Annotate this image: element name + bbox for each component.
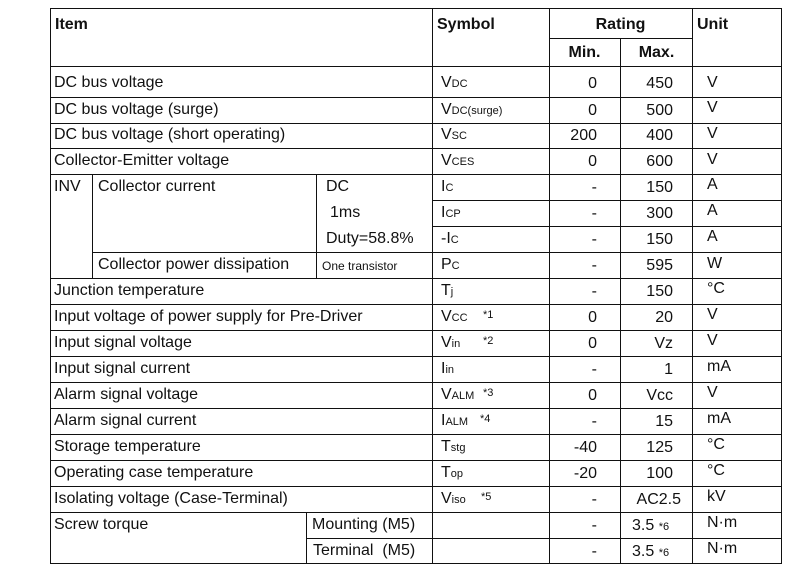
header-bottom-line	[50, 66, 782, 67]
symbol: VDC	[441, 74, 468, 91]
symbol: Iin	[441, 360, 455, 377]
row-line	[50, 123, 782, 124]
max-value: 3.5 *6	[632, 517, 670, 534]
header-symbol: Symbol	[437, 16, 495, 33]
item-label: DC bus voltage	[54, 74, 164, 91]
min-value: -	[591, 543, 597, 560]
max-value: 595	[646, 257, 673, 274]
symbol: VCES	[441, 152, 475, 169]
symbol: VDC(surge)	[441, 101, 503, 118]
row-line	[432, 200, 782, 201]
row-line	[92, 252, 782, 253]
item-label: Collector-Emitter voltage	[54, 152, 230, 169]
header-min: Min.	[568, 44, 601, 61]
min-value: -	[591, 205, 597, 222]
table-border-top	[50, 8, 782, 9]
max-value: 450	[646, 75, 673, 92]
header-item: Item	[55, 16, 88, 33]
unit-value: mA	[707, 410, 731, 427]
item-label: Alarm signal current	[54, 412, 197, 429]
max-value: 150	[646, 283, 673, 300]
item-label: DC bus voltage (surge)	[54, 101, 219, 118]
item-label: Input signal current	[54, 360, 191, 377]
row-line	[50, 434, 782, 435]
item-label: Operating case temperature	[54, 464, 254, 481]
min-value: -	[591, 179, 597, 196]
unit-value: V	[707, 125, 718, 142]
item-label: Storage temperature	[54, 438, 201, 455]
unit-value: mA	[707, 358, 731, 375]
unit-value: V	[707, 151, 718, 168]
max-value: 125	[646, 439, 673, 456]
screw-condition-line	[306, 512, 307, 564]
inv-group-label: INV	[54, 178, 81, 195]
table-border-left	[50, 8, 51, 564]
max-value: 300	[646, 205, 673, 222]
row-line	[50, 512, 782, 513]
min-value: -	[591, 257, 597, 274]
row-line	[50, 382, 782, 383]
max-value: Vcc	[646, 387, 673, 404]
min-value: 0	[588, 309, 597, 326]
unit-value: N·m	[707, 540, 738, 557]
row-line	[306, 538, 782, 539]
symbol: Top	[441, 464, 464, 481]
header-rating: Rating	[595, 16, 646, 33]
max-value: 3.5 *6	[632, 543, 670, 560]
row-line	[50, 356, 782, 357]
table-border-bottom	[50, 563, 782, 564]
unit-value: N·m	[707, 514, 738, 531]
min-value: -20	[573, 465, 597, 482]
symbol: Tstg	[441, 438, 466, 455]
unit-value: V	[707, 99, 718, 116]
condition-label: One transistor	[322, 259, 398, 273]
row-line	[50, 174, 782, 175]
max-value: AC2.5	[636, 491, 681, 508]
unit-value: °C	[707, 436, 725, 453]
symbol: IC	[441, 178, 454, 195]
max-value: 150	[646, 179, 673, 196]
min-value: 0	[588, 387, 597, 404]
unit-value: V	[707, 384, 718, 401]
min-value: -	[591, 517, 597, 534]
row-line	[50, 486, 782, 487]
footnote-ref: *2	[483, 335, 494, 347]
item-label: Junction temperature	[54, 282, 205, 299]
row-line	[50, 408, 782, 409]
max-value: Vz	[654, 335, 673, 352]
unit-value: W	[707, 255, 723, 272]
symbol: PC	[441, 256, 460, 273]
item-label: Collector current	[98, 178, 216, 195]
min-value: 0	[588, 102, 597, 119]
min-value: -	[591, 413, 597, 430]
symbol: VALM	[441, 386, 475, 403]
row-line	[432, 226, 782, 227]
item-label: Alarm signal voltage	[54, 386, 199, 403]
item-label: Input voltage of power supply for Pre-Driver	[54, 308, 363, 325]
footnote-ref: *4	[480, 413, 491, 425]
footnote-ref: *3	[483, 387, 494, 399]
min-value: -	[591, 231, 597, 248]
max-value: 1	[664, 361, 673, 378]
unit-value: °C	[707, 280, 725, 297]
unit-value: V	[707, 332, 718, 349]
min-value: 0	[588, 75, 597, 92]
symbol: ICP	[441, 204, 461, 221]
min-value: 0	[588, 153, 597, 170]
max-value: 600	[646, 153, 673, 170]
min-value: -	[591, 283, 597, 300]
symbol: Viso	[441, 490, 466, 507]
symbol: Vin	[441, 334, 461, 351]
inv-group-divider	[92, 174, 93, 278]
header-max: Max.	[638, 44, 675, 61]
max-value: 500	[646, 102, 673, 119]
unit-column-line	[692, 8, 693, 564]
footnote-ref: *5	[481, 491, 492, 503]
symbol: VCC	[441, 308, 468, 325]
item-label: Isolating voltage (Case-Terminal)	[54, 490, 288, 507]
symbol-column-line	[432, 8, 433, 564]
item-label: Collector power dissipation	[98, 256, 290, 273]
symbol: Tj	[441, 282, 454, 299]
unit-value: A	[707, 228, 718, 245]
unit-value: V	[707, 74, 718, 91]
unit-value: °C	[707, 462, 725, 479]
symbol: VSC	[441, 126, 467, 143]
unit-value: V	[707, 306, 718, 323]
condition-label: 1ms	[330, 204, 361, 221]
condition-label: Terminal (M5)	[313, 542, 416, 559]
row-line	[50, 278, 782, 279]
row-line	[50, 148, 782, 149]
condition-column-line	[316, 174, 317, 278]
row-line	[50, 97, 782, 98]
item-label: Input signal voltage	[54, 334, 192, 351]
max-value: 100	[646, 465, 673, 482]
min-value: -40	[573, 439, 597, 456]
unit-value: A	[707, 202, 718, 219]
item-label: DC bus voltage (short operating)	[54, 126, 286, 143]
header-unit: Unit	[697, 16, 729, 33]
condition-label: DC	[326, 178, 350, 195]
symbol: IALM	[441, 412, 469, 429]
max-value: 20	[655, 309, 673, 326]
min-value: -	[591, 361, 597, 378]
unit-value: A	[707, 176, 718, 193]
min-value: 200	[570, 127, 597, 144]
row-line	[50, 330, 782, 331]
item-label: Screw torque	[54, 516, 149, 533]
row-line	[50, 460, 782, 461]
max-value: 15	[655, 413, 673, 430]
condition-label: Duty=58.8%	[326, 230, 414, 247]
footnote-ref: *1	[483, 309, 494, 321]
max-value: 150	[646, 231, 673, 248]
unit-value: kV	[707, 488, 726, 505]
row-line	[50, 304, 782, 305]
min-value: 0	[588, 335, 597, 352]
table-border-right	[781, 8, 782, 564]
symbol: -IC	[441, 230, 459, 247]
min-value: -	[591, 491, 597, 508]
max-value: 400	[646, 127, 673, 144]
condition-label: Mounting (M5)	[312, 516, 416, 533]
